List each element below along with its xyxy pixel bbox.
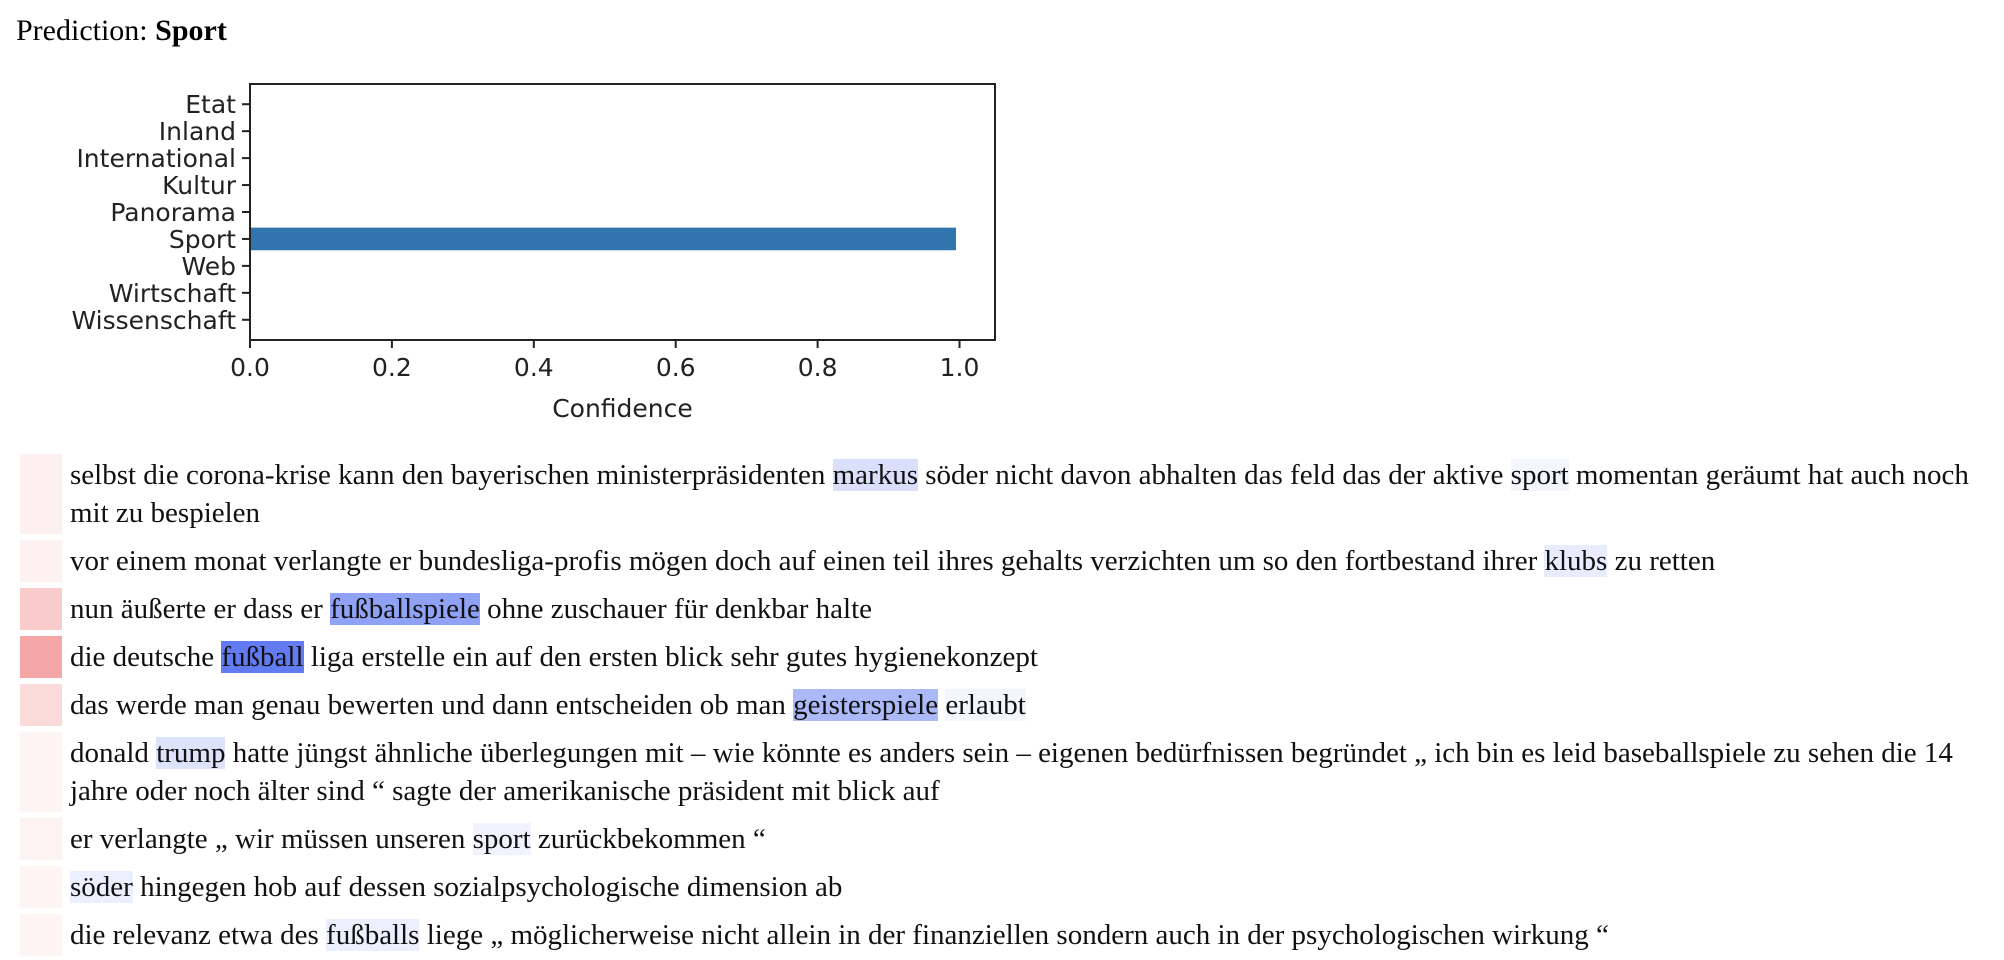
sentence-importance-cell: [20, 454, 62, 534]
sentence-text: [70, 816, 1995, 858]
text-span: ohne zuschauer für denkbar halte: [479, 593, 873, 625]
y-tick-label: Etat: [185, 90, 236, 120]
text-span: die deutsche: [70, 641, 222, 673]
highlighted-word: sport: [1510, 459, 1569, 491]
sentence-importance-cell: [20, 540, 62, 582]
text-span: nun äußerte er dass er: [70, 593, 331, 625]
x-tick-label: 0.2: [372, 353, 412, 382]
y-tick-label: Inland: [158, 117, 236, 147]
bar-sport: [250, 228, 956, 251]
y-tick-label: Sport: [168, 224, 236, 254]
prediction-value: Sport: [155, 14, 227, 47]
sentence-text: [70, 682, 1995, 724]
highlighted-word: sport: [472, 823, 531, 855]
text-span: zurückbekommen “: [530, 823, 766, 855]
sentence-row: [20, 682, 1995, 726]
sentence-row: [20, 452, 1995, 534]
y-tick-label: Kultur: [162, 171, 236, 201]
text-span: liege „ möglicherweise nicht allein in der finanziellen sondern auch in der psychologischen wirkung “: [419, 919, 1609, 951]
highlighted-word: erlaubt: [945, 689, 1026, 721]
sentence-text: [70, 586, 1995, 628]
y-tick-label: Wissenschaft: [71, 305, 236, 335]
sentence-importance-cell: [20, 866, 62, 908]
text-span: das werde man genau bewerten und dann entscheiden ob man: [70, 689, 794, 721]
text-span: selbst die corona-krise kann den bayerischen ministerpräsidenten: [70, 459, 833, 491]
x-tick-label: 0.8: [797, 353, 838, 382]
sentence-text: [70, 634, 1995, 676]
text-span: die relevanz etwa des: [70, 919, 327, 951]
sentence-row: [20, 864, 1995, 908]
sentence-text: [70, 538, 1995, 580]
sentence-text: [70, 864, 1995, 906]
sentence-importance-cell: [20, 818, 62, 860]
text-span: zu retten: [1607, 545, 1716, 577]
sentence-row: [20, 912, 1995, 956]
sentence-row: [20, 538, 1995, 582]
text-span: hatte jüngst ähnliche überlegungen mit – wie könnte es anders sein – eigenen bedürfnissen begründet „ ich bin es leid baseballspiele zu sehen die 14 jahre oder noch älter sind “ sagte der amerikanische präsident mit blick auf: [70, 737, 1953, 807]
highlighted-word: fußballs: [326, 919, 420, 951]
y-tick-label: Wirtschaft: [108, 278, 236, 308]
sentence-importance-cell: [20, 636, 62, 678]
sentence-text: [70, 730, 1995, 810]
prediction-label: Prediction:: [16, 14, 148, 47]
highlighted-word: fußball: [221, 641, 304, 673]
y-tick-label: International: [76, 144, 236, 174]
confidence-bar-chart: [0, 0, 1010, 440]
sentence-text: [70, 452, 1995, 532]
sentence-list: [20, 452, 1995, 960]
text-span: er verlangte „ wir müssen unseren: [70, 823, 473, 855]
highlighted-word: fußballspiele: [330, 593, 480, 625]
x-axis-label: Confidence: [552, 394, 693, 423]
sentence-text: [70, 912, 1995, 954]
highlighted-word: geisterspiele: [793, 689, 939, 721]
text-span: söder nicht davon abhalten das feld das der aktive: [917, 459, 1511, 491]
sentence-row: [20, 816, 1995, 860]
sentence-row: [20, 586, 1995, 630]
y-tick-label: Panorama: [110, 198, 236, 227]
x-tick-label: 0.4: [513, 353, 554, 382]
highlighted-word: trump: [156, 737, 226, 769]
highlighted-word: söder: [70, 871, 133, 903]
text-span: donald: [70, 737, 157, 769]
highlighted-word: klubs: [1544, 545, 1608, 577]
text-span: vor einem monat verlangte er bundesliga-profis mögen doch auf einen teil ihres gehalts verzichten um so den fortbestand ihrer: [70, 545, 1545, 577]
text-span: hingegen hob auf dessen sozialpsychologische dimension ab: [132, 871, 843, 903]
text-span: liga erstelle ein auf den ersten blick sehr gutes hygienekonzept: [303, 641, 1038, 673]
plot-frame: [250, 84, 995, 340]
sentence-row: [20, 730, 1995, 812]
text-span: momentan geräumt hat auch noch mit zu bespielen: [70, 459, 1969, 529]
sentence-importance-cell: [20, 588, 62, 630]
x-tick-label: 1.0: [939, 353, 980, 382]
sentence-importance-cell: [20, 684, 62, 726]
x-tick-label: 0.6: [655, 353, 696, 382]
sentence-importance-cell: [20, 732, 62, 812]
sentence-importance-cell: [20, 914, 62, 956]
sentence-row: [20, 634, 1995, 678]
y-tick-label: Web: [181, 251, 236, 281]
x-tick-label: 0.0: [230, 353, 270, 382]
highlighted-word: markus: [832, 459, 918, 491]
